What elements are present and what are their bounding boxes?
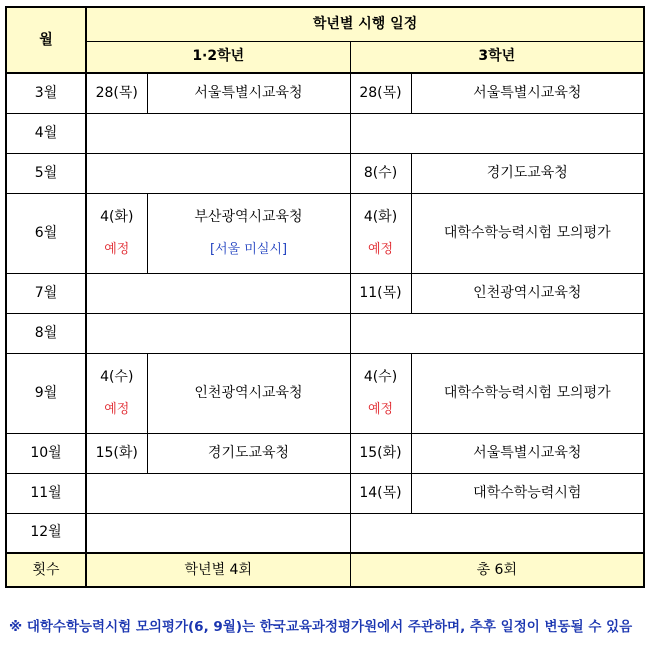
month-cell: 4월: [6, 113, 86, 153]
month-cell: 11월: [6, 473, 86, 513]
g12-org: 서울특별시교육청: [147, 73, 350, 113]
g12-date: 4(화): [100, 208, 134, 225]
g12-empty: [86, 313, 350, 353]
g3-empty: [350, 113, 644, 153]
g3-org: 대학수학능력시험: [411, 473, 644, 513]
g3-org: 대학수학능력시험 모의평가: [411, 353, 644, 433]
row-december: [6, 513, 644, 553]
schedule-title: 학년별 시행 일정: [86, 7, 644, 41]
exam-schedule-table: [5, 6, 645, 588]
g12-date-cell: [86, 353, 147, 433]
g3-org: 서울특별시교육청: [411, 433, 644, 473]
month-cell: 3월: [6, 73, 86, 113]
month-cell: 9월: [6, 353, 86, 433]
g12-org: 경기도교육청: [147, 433, 350, 473]
g12-empty: [86, 113, 350, 153]
total-label: 횟수: [6, 553, 86, 587]
g3-date: 14(목): [350, 473, 411, 513]
g3-empty: [350, 513, 644, 553]
g3-date: 11(목): [350, 273, 411, 313]
g3-date: 4(수): [363, 368, 398, 385]
g3-status-badge: 예정: [367, 241, 394, 257]
month-cell: 7월: [6, 273, 86, 313]
row-september: [6, 353, 644, 433]
g12-total: 학년별 4회: [86, 553, 350, 587]
g3-org: 대학수학능력시험 모의평가: [411, 193, 644, 273]
g12-date-cell: [86, 193, 147, 273]
g3-date-cell: [350, 353, 411, 433]
g12-org: 부산광역시교육청: [194, 208, 303, 225]
g12-org: 인천광역시교육청: [147, 353, 350, 433]
g12-status-badge: 예정: [104, 401, 130, 417]
row-november: [6, 473, 644, 513]
g3-empty: [350, 313, 644, 353]
grade3-header: 3학년: [350, 41, 644, 73]
month-cell: 5월: [6, 153, 86, 193]
g12-empty: [86, 513, 350, 553]
g12-date: 4(수): [100, 368, 134, 385]
g12-status-badge: 예정: [104, 241, 130, 257]
g12-empty: [86, 153, 350, 193]
month-header: 월: [6, 7, 86, 73]
header-row-2: [6, 41, 644, 73]
g3-org: 인천광역시교육청: [411, 273, 644, 313]
g3-total: 총 6회: [350, 553, 644, 587]
g3-status-badge: 예정: [367, 401, 394, 417]
grade12-header: 1·2학년: [86, 41, 350, 73]
row-april: [6, 113, 644, 153]
row-october: [6, 433, 644, 473]
g12-org-cell: [147, 193, 350, 273]
g3-date: 15(화): [350, 433, 411, 473]
g3-date: 28(목): [350, 73, 411, 113]
row-march: [6, 73, 644, 113]
footnote: ※ 대학수학능력시험 모의평가(6, 9월)는 한국교육과정평가원에서 주관하며, 추후 일정이 변동될 수 있음: [9, 619, 633, 635]
row-august: [6, 313, 644, 353]
g3-date-cell: [350, 193, 411, 273]
g12-date: 28(목): [86, 73, 147, 113]
g12-empty: [86, 473, 350, 513]
row-june: [6, 193, 644, 273]
row-total: [6, 553, 644, 587]
month-cell: 12월: [6, 513, 86, 553]
row-may: [6, 153, 644, 193]
header-row-1: [6, 7, 644, 41]
g3-org: 서울특별시교육청: [411, 73, 644, 113]
g12-note: [서울 미실시]: [209, 241, 288, 257]
month-cell: 6월: [6, 193, 86, 273]
g12-date: 15(화): [86, 433, 147, 473]
g3-org: 경기도교육청: [411, 153, 644, 193]
g12-empty: [86, 273, 350, 313]
g3-date: 4(화): [363, 208, 398, 225]
month-cell: 10월: [6, 433, 86, 473]
g3-date: 8(수): [350, 153, 411, 193]
month-cell: 8월: [6, 313, 86, 353]
row-july: [6, 273, 644, 313]
